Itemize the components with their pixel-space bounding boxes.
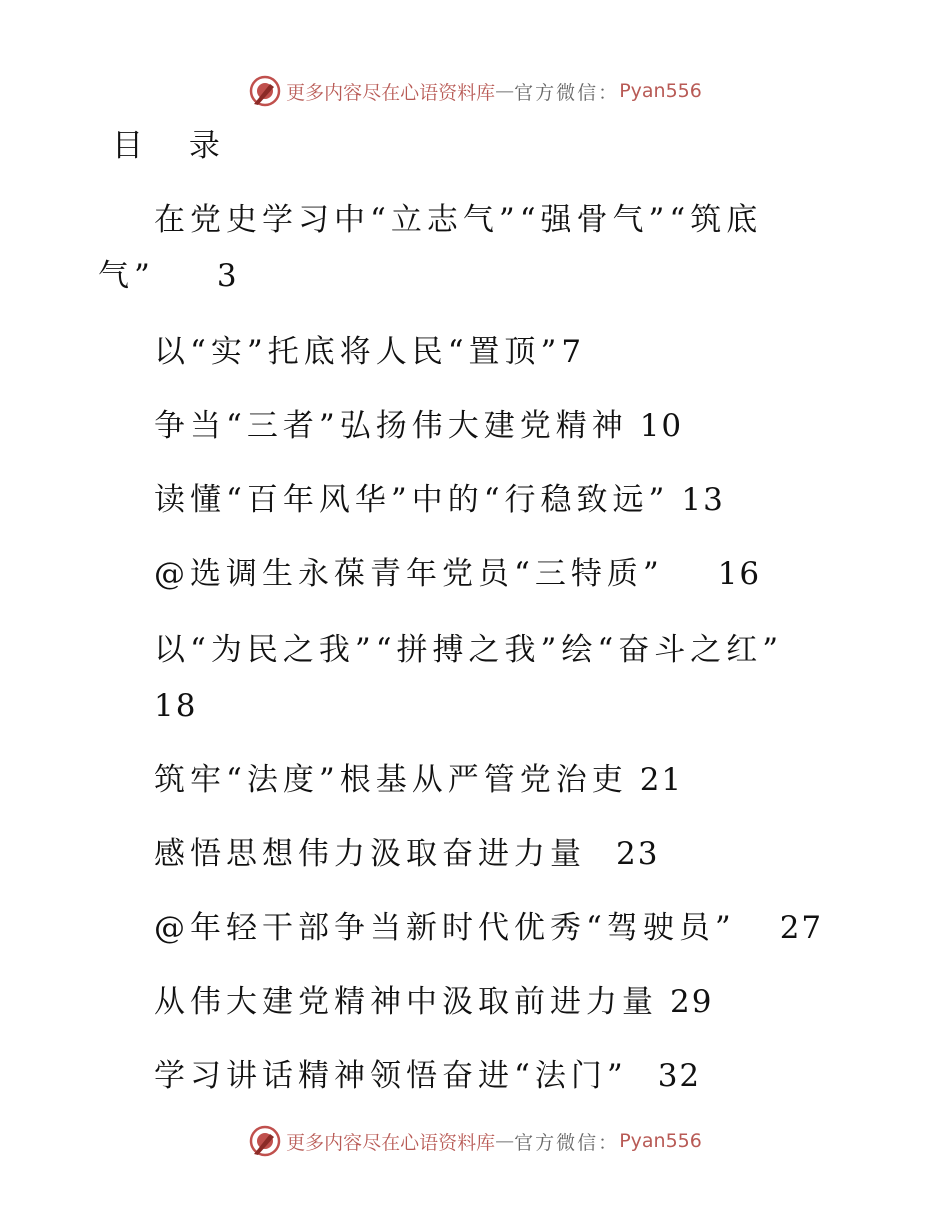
toc-entry-title[interactable]: 在党史学习中“立志气”“强骨气”“筑底 (154, 202, 763, 238)
watermark-id: Pyan556 (619, 1130, 702, 1152)
watermark-text: 更多内容尽在心语资料库 (286, 81, 496, 104)
toc-entry-title-cont[interactable] (98, 254, 242, 298)
toc-entry[interactable] (154, 906, 823, 950)
toc-entry[interactable] (154, 404, 683, 448)
toc-entry-page: 21 (639, 762, 684, 798)
toc-entry-title: 以“为民之我”“拼搏之我”绘“奋斗之红” (154, 632, 784, 668)
watermark-label: 官方微信： (514, 1131, 620, 1154)
toc-entry-page: 7 (561, 334, 584, 370)
toc-entry-title: @选调生永葆青年党员“三特质” (154, 556, 664, 592)
toc-entry[interactable] (154, 1054, 701, 1098)
watermark-separator: — (495, 1130, 515, 1152)
watermark-separator: — (495, 80, 515, 102)
toc-entry-title: 读懂“百年风华”中的“行稳致远” (154, 482, 670, 518)
pen-logo-icon (248, 1124, 282, 1158)
watermark-id: Pyan556 (619, 80, 702, 102)
toc-entry-title: 学习讲话精神领悟奋进“法门” (154, 1058, 628, 1094)
toc-entry-page: 18 (154, 688, 198, 724)
toc-entry-title: 争当“三者”弘扬伟大建党精神 (154, 408, 628, 444)
toc-entry-page-line[interactable] (154, 684, 197, 728)
toc-entry-title: 以“实”托底将人民“置顶” (154, 334, 562, 370)
watermark-header (0, 71, 950, 111)
toc-entry-page: 10 (639, 408, 684, 444)
toc-entry-page: 27 (779, 910, 824, 946)
toc-entry-title: 从伟大建党精神中汲取前进力量 (154, 984, 658, 1020)
toc-entry-page: 32 (657, 1058, 702, 1094)
pen-logo-icon (248, 74, 282, 108)
toc-entry-title: 筑牢“法度”根基从严管党治吏 (154, 762, 628, 798)
toc-entry-page: 23 (616, 836, 660, 872)
toc-title: 目 录 (112, 128, 238, 164)
toc-entry-page: 29 (670, 984, 714, 1020)
toc-entry-page: 13 (681, 482, 725, 518)
toc-entry-title: 感悟思想伟力汲取奋进力量 (154, 836, 586, 872)
toc-entry[interactable] (154, 552, 761, 596)
toc-entry[interactable] (154, 832, 659, 876)
watermark-label: 官方微信： (514, 81, 620, 104)
toc-entry[interactable] (154, 980, 713, 1024)
toc-entry[interactable] (154, 758, 683, 802)
toc-entry-page: 3 (216, 258, 242, 294)
toc-entry-title: @年轻干部争当新时代优秀“驾驶员” (154, 910, 736, 946)
watermark-text: 更多内容尽在心语资料库 (286, 1131, 496, 1154)
toc-entry-title: 气” (98, 258, 155, 294)
toc-entry-page: 16 (717, 556, 762, 592)
toc-entry[interactable] (154, 478, 725, 522)
toc-entry[interactable] (154, 330, 583, 374)
watermark-footer (0, 1121, 950, 1161)
toc-entry[interactable] (154, 628, 783, 672)
